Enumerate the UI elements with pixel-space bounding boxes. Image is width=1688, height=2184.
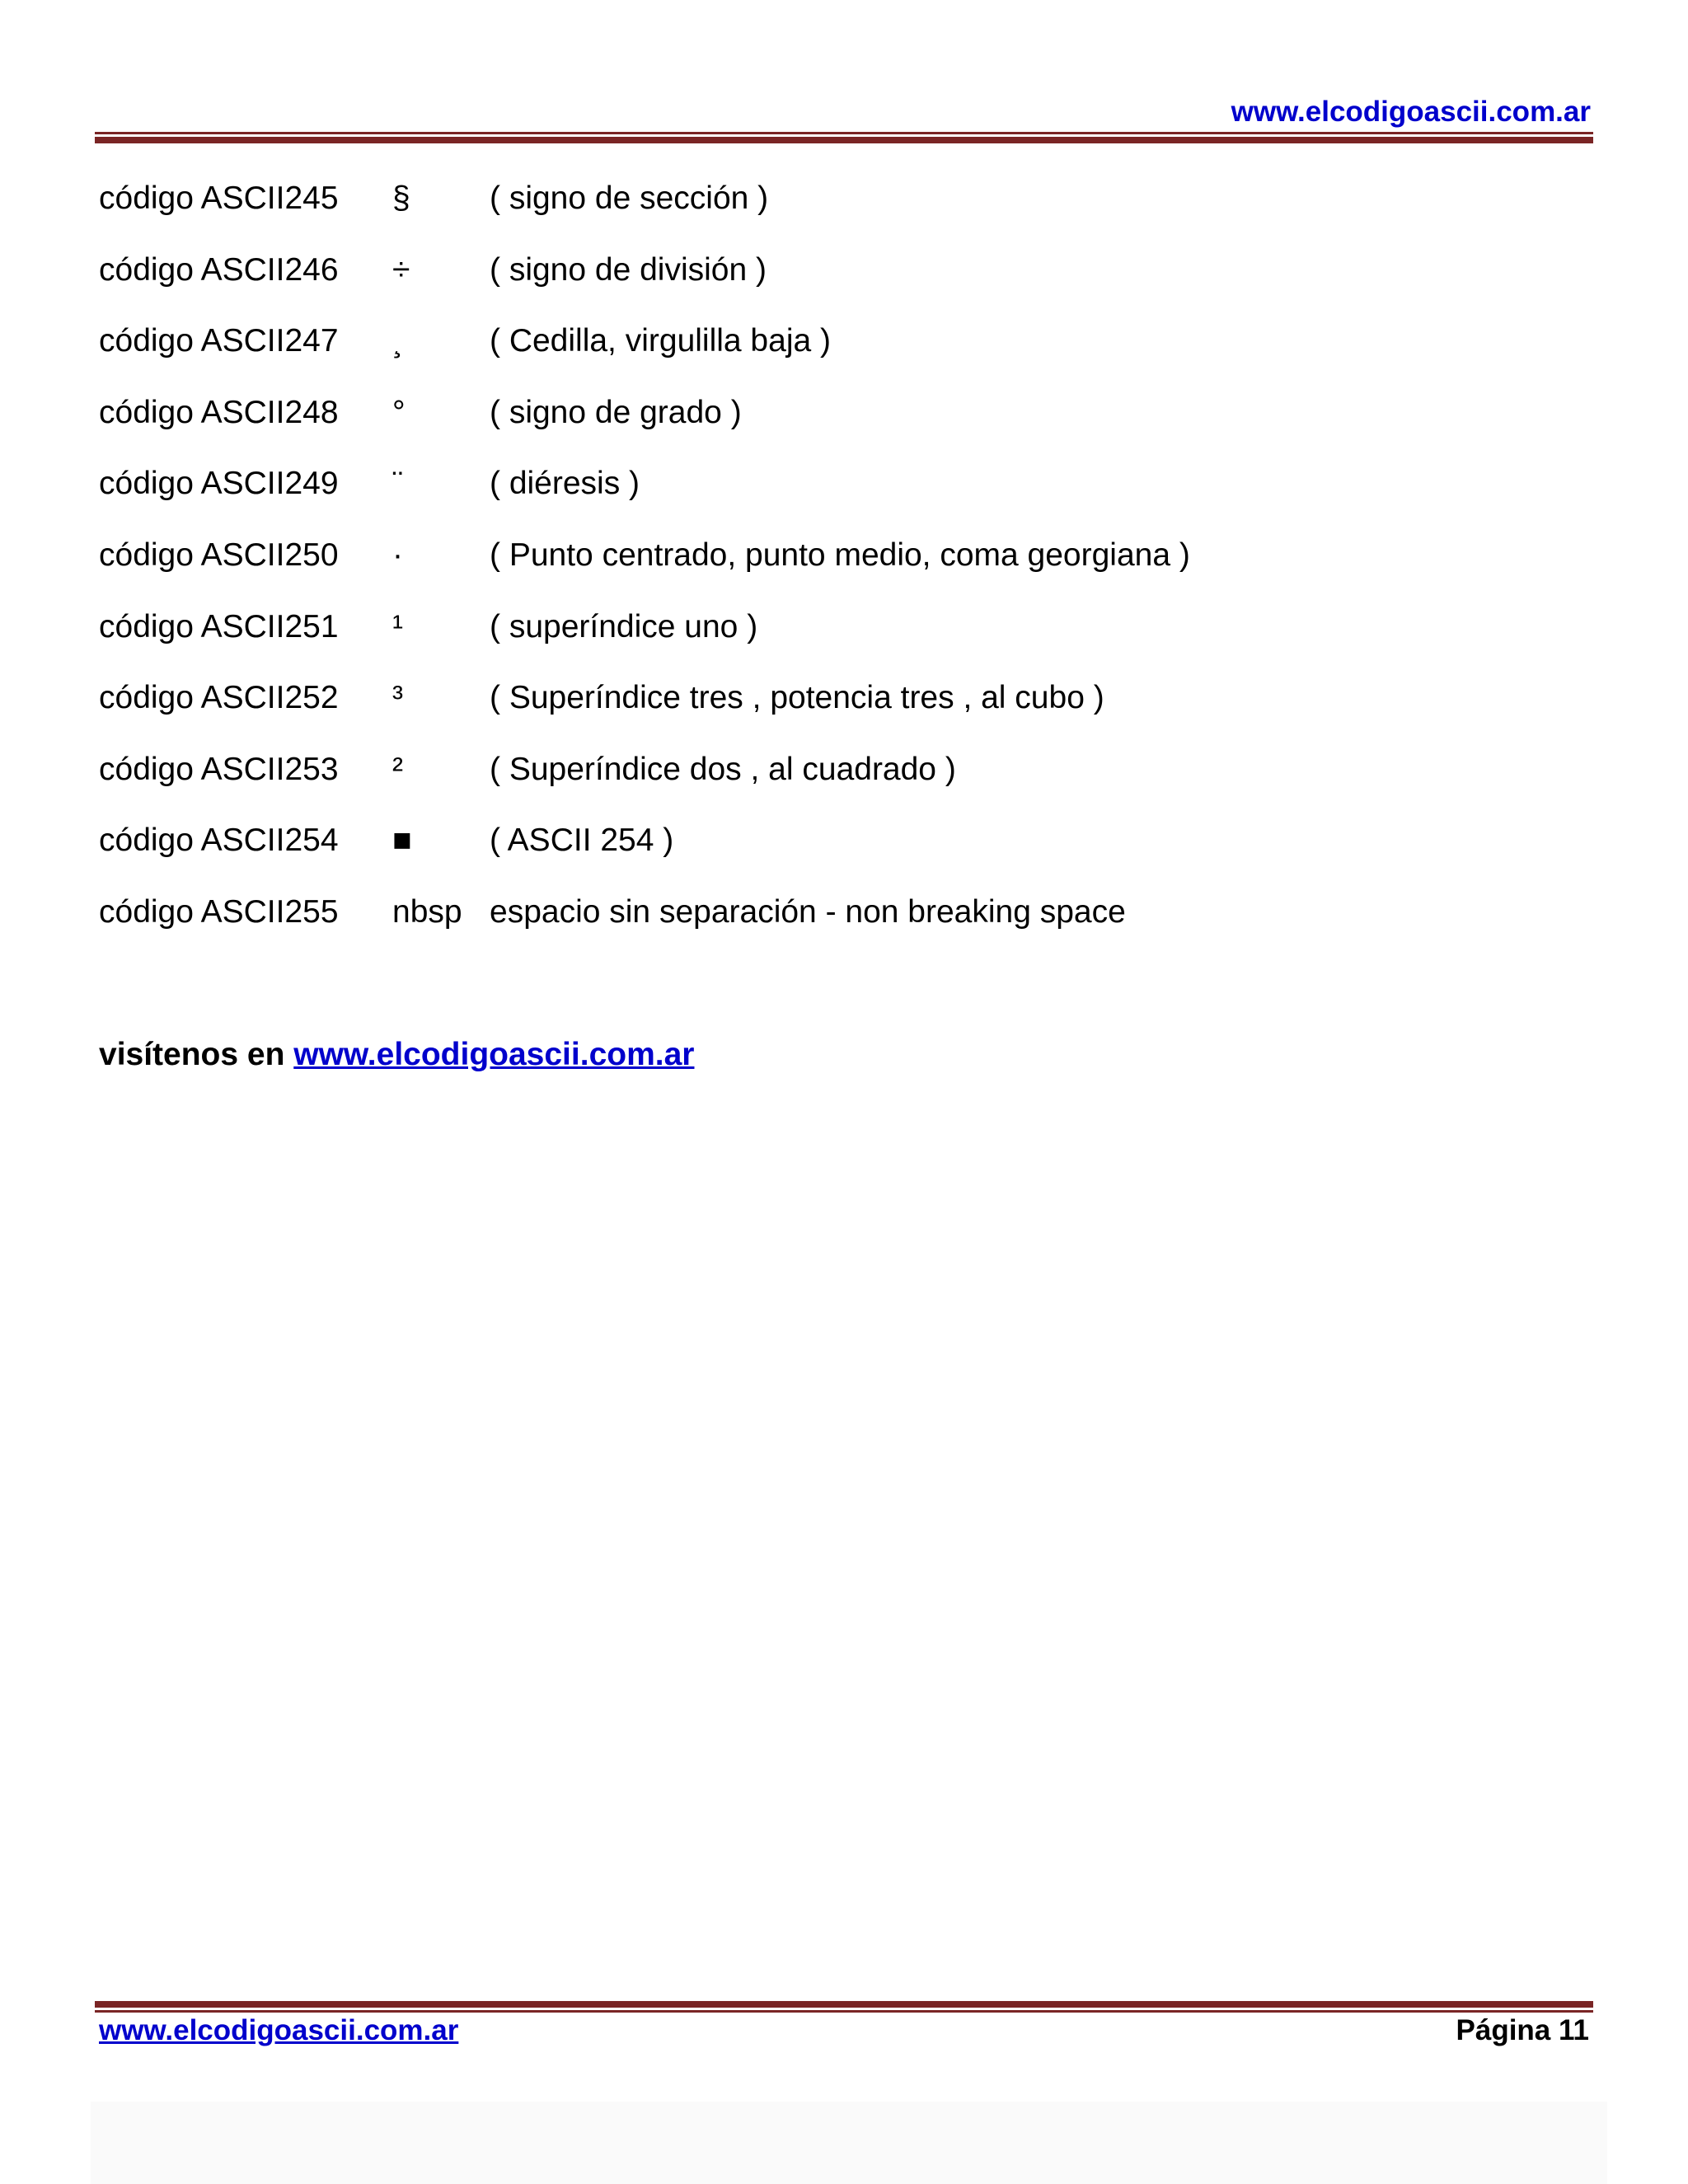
- page-shade: [91, 2102, 1607, 2184]
- entry-symbol: ³: [392, 680, 403, 716]
- entry-description: ( Punto centrado, punto medio, coma georgiana ): [490, 537, 1190, 573]
- header-rule: [95, 132, 1593, 143]
- footer-site-link[interactable]: www.elcodigoascii.com.ar: [99, 2014, 459, 2046]
- page-number: Página 11: [1456, 2014, 1589, 2046]
- entry-code: código ASCII251: [99, 608, 339, 644]
- entry-description: ( superíndice uno ): [490, 608, 758, 644]
- entry-description: ( ASCII 254 ): [490, 823, 674, 859]
- entry-symbol: ·: [392, 537, 403, 573]
- entry-symbol: °: [392, 394, 406, 430]
- header-site-link[interactable]: www.elcodigoascii.com.ar: [1231, 96, 1591, 128]
- entry-description: ( signo de grado ): [490, 394, 742, 430]
- entry-code: código ASCII249: [99, 466, 339, 502]
- visit-site-link[interactable]: www.elcodigoascii.com.ar: [293, 1037, 695, 1072]
- visit-prefix: visítenos en: [99, 1037, 294, 1072]
- entry-description: ( signo de división ): [490, 251, 767, 288]
- entry-symbol: §: [392, 180, 410, 216]
- entry-description: ( Superíndice dos , al cuadrado ): [490, 751, 956, 787]
- entry-description: ( signo de sección ): [490, 180, 769, 216]
- footer-rule: [95, 2001, 1593, 2013]
- entry-symbol: ¹: [392, 608, 403, 644]
- entry-code: código ASCII252: [99, 680, 339, 716]
- entry-symbol: ■: [392, 823, 412, 859]
- entry-description: ( Cedilla, virgulilla baja ): [490, 323, 831, 359]
- entry-description: espacio sin separación - non breaking space: [490, 893, 1126, 930]
- entry-symbol: ÷: [392, 251, 410, 288]
- entry-symbol: ¨: [392, 466, 403, 502]
- entry-code: código ASCII245: [99, 180, 339, 216]
- entry-code: código ASCII247: [99, 323, 339, 359]
- entry-code: código ASCII255: [99, 893, 339, 930]
- entry-code: código ASCII250: [99, 537, 339, 573]
- entry-symbol: nbsp: [392, 893, 462, 930]
- visit-line: [99, 1032, 694, 1078]
- entry-symbol: ¸: [392, 323, 403, 359]
- entry-code: código ASCII253: [99, 751, 339, 787]
- entry-code: código ASCII246: [99, 251, 339, 288]
- entry-symbol: ²: [392, 751, 403, 787]
- entry-code: código ASCII248: [99, 394, 339, 430]
- entry-description: ( Superíndice tres , potencia tres , al cubo ): [490, 680, 1104, 716]
- entry-description: ( diéresis ): [490, 466, 640, 502]
- entry-code: código ASCII254: [99, 823, 339, 859]
